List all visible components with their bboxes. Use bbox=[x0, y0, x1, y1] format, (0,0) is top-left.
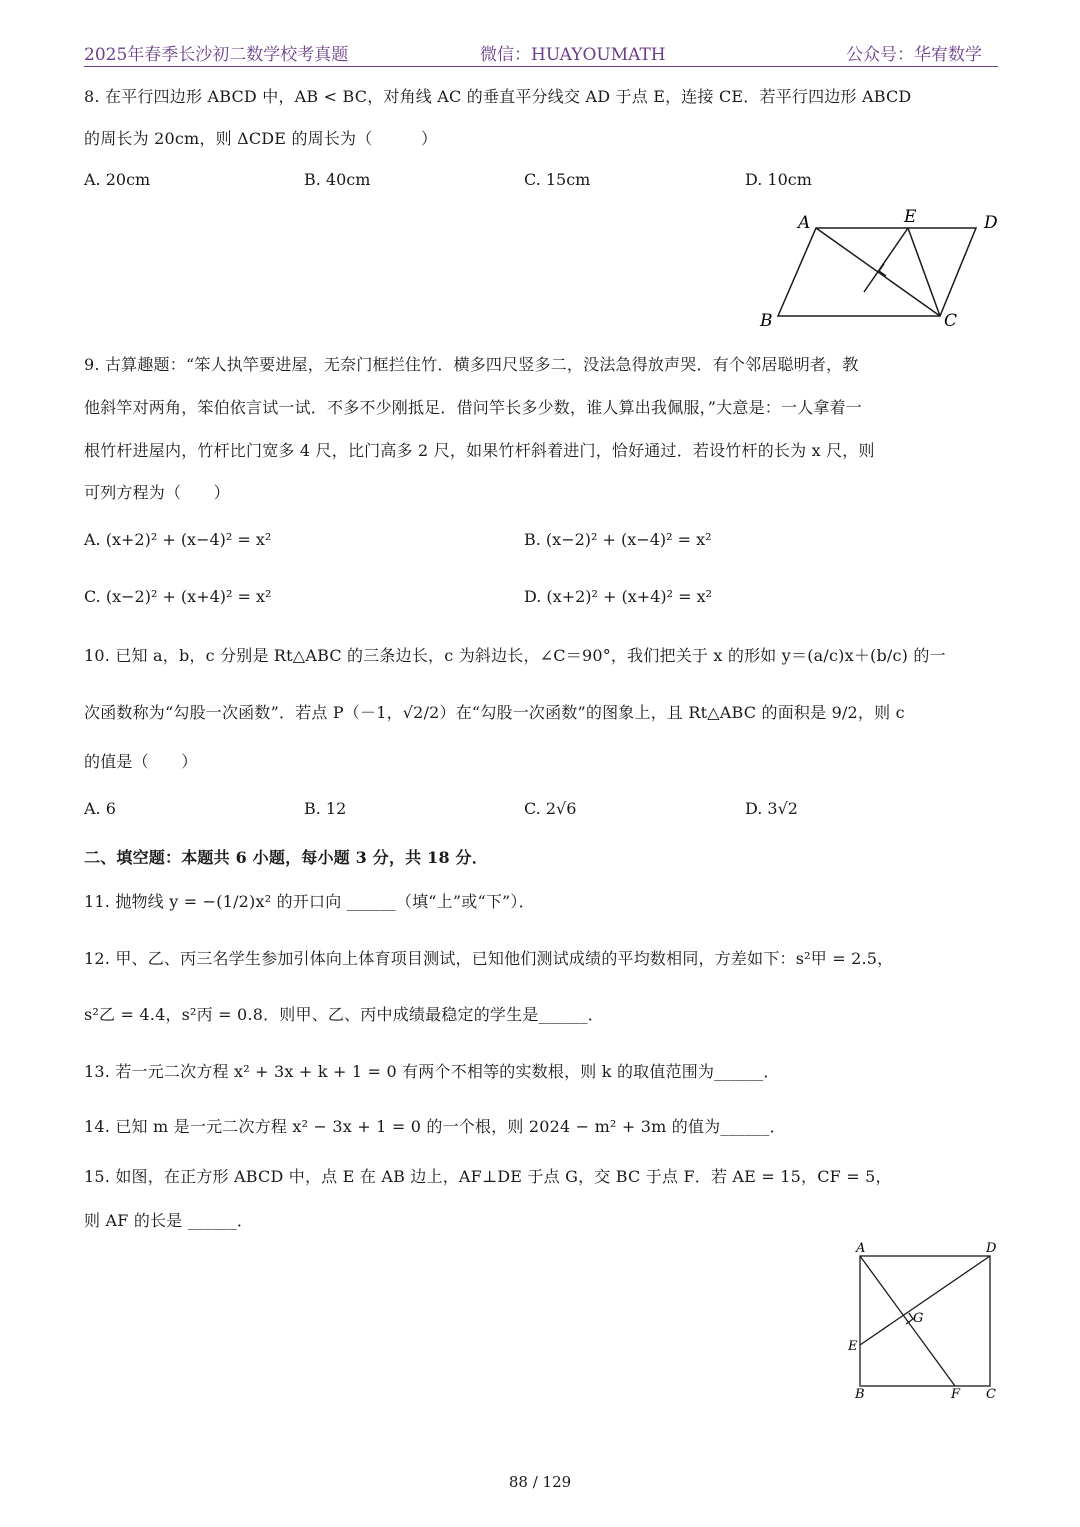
sq-label-e: E bbox=[848, 1339, 858, 1354]
sq-label-c: C bbox=[986, 1387, 996, 1402]
section-2-heading: 二、填空题：本题共 6 小题，每小题 3 分，共 18 分． bbox=[84, 848, 488, 867]
q8-option-a[interactable]: A. 20cm bbox=[84, 170, 151, 189]
label-a: A bbox=[798, 213, 811, 233]
q9-line4: 可列方程为（ ） bbox=[84, 483, 230, 502]
perpendicular-bisector bbox=[864, 228, 908, 292]
q10-line3: 的值是（ ） bbox=[84, 752, 198, 771]
q11-line: 11. 抛物线 y = −(1/2)x² 的开口向 ______（填“上”或“下”）． bbox=[84, 892, 535, 911]
q9-line2: 他斜竿对两角，笨伯依言试一试．不多不少刚抵足．借问竿长多少数，谁人算出我佩服，”大意是：一人拿着一 bbox=[84, 398, 862, 417]
q8-parallelogram-figure bbox=[750, 200, 1010, 340]
q8-option-b[interactable]: B. 40cm bbox=[304, 170, 371, 189]
q10-line2: 次函数称为“勾股一次函数”．若点 P（－1，√2/2）在“勾股一次函数”的图象上，且 Rt△ABC 的面积是 9/2，则 c bbox=[84, 703, 905, 722]
label-e: E bbox=[904, 207, 917, 227]
header-center: 微信：HUAYOUMATH bbox=[480, 45, 666, 65]
q15-line1: 15. 如图，在正方形 ABCD 中，点 E 在 AB 边上，AF⊥DE 于点 G，交 BC 于点 F．若 AE = 15，CF = 5， bbox=[84, 1167, 892, 1186]
sq-label-d: D bbox=[986, 1241, 997, 1256]
label-c: C bbox=[944, 311, 958, 331]
header-divider bbox=[84, 66, 998, 67]
q12-line2: s²乙 = 4.4，s²丙 = 0.8．则甲、乙、丙中成绩最稳定的学生是______． bbox=[84, 1005, 604, 1024]
q13-line: 13. 若一元二次方程 x² + 3x + k + 1 = 0 有两个不相等的实数根，则 k 的取值范围为______． bbox=[84, 1062, 780, 1081]
right-angle-mark-g bbox=[906, 1313, 913, 1324]
sq-label-f: F bbox=[951, 1387, 961, 1402]
q10-line1: 10. 已知 a，b，c 分别是 Rt△ABC 的三条边长，c 为斜边长，∠C＝90°，我们把关于 x 的形如 y＝(a/c)x＋(b/c) 的一 bbox=[84, 646, 946, 665]
square-abcd bbox=[860, 1256, 990, 1386]
segment-af bbox=[860, 1256, 955, 1386]
sq-label-g: G bbox=[913, 1311, 924, 1326]
sq-label-a: A bbox=[856, 1241, 866, 1256]
q9-option-c[interactable]: C. (x−2)² + (x+4)² = x² bbox=[84, 587, 272, 606]
header-right: 公众号：华宥数学 bbox=[846, 45, 982, 65]
q10-option-c[interactable]: C. 2√6 bbox=[524, 799, 577, 818]
q8-option-d[interactable]: D. 10cm bbox=[745, 170, 812, 189]
q8-option-c[interactable]: C. 15cm bbox=[524, 170, 591, 189]
header-left: 2025年春季长沙初二数学校考真题 bbox=[84, 45, 349, 65]
page-number: 88 / 129 bbox=[508, 1473, 572, 1491]
label-b: B bbox=[760, 311, 773, 331]
q8-line1: 8. 在平行四边形 ABCD 中，AB < BC，对角线 AC 的垂直平分线交 AD 于点 E，连接 CE．若平行四边形 ABCD bbox=[84, 87, 912, 106]
q9-option-d[interactable]: D. (x+2)² + (x+4)² = x² bbox=[524, 587, 713, 606]
q9-line1: 9. 古算趣题：“笨人执竿要进屋，无奈门框拦住竹．横多四尺竖多二，没法急得放声哭．有个邻居聪明者，教 bbox=[84, 355, 859, 374]
q9-option-a[interactable]: A. (x+2)² + (x−4)² = x² bbox=[84, 530, 272, 549]
q9-line3: 根竹杆进屋内，竹杆比门宽多 4 尺，比门高多 2 尺，如果竹杆斜着进门，恰好通过．若设竹杆的长为 x 尺，则 bbox=[84, 441, 875, 460]
q12-line1: 12. 甲、乙、丙三名学生参加引体向上体育项目测试，已知他们测试成绩的平均数相同，方差如下：s²甲 = 2.5， bbox=[84, 949, 894, 968]
segment-de bbox=[860, 1256, 990, 1345]
q9-option-b[interactable]: B. (x−2)² + (x−4)² = x² bbox=[524, 530, 712, 549]
segment-ce bbox=[908, 228, 940, 316]
q10-option-a[interactable]: A. 6 bbox=[84, 799, 116, 818]
q10-option-b[interactable]: B. 12 bbox=[304, 799, 347, 818]
q15-line2: 则 AF 的长是 ______． bbox=[84, 1211, 254, 1230]
sq-label-b: B bbox=[855, 1387, 865, 1402]
q8-line2: 的周长为 20cm，则 ΔCDE 的周长为（ ） bbox=[84, 129, 438, 148]
q15-square-figure bbox=[840, 1236, 1010, 1406]
label-d: D bbox=[984, 213, 998, 233]
q10-option-d[interactable]: D. 3√2 bbox=[745, 799, 798, 818]
q14-line: 14. 已知 m 是一元二次方程 x² − 3x + 1 = 0 的一个根，则 2024 − m² + 3m 的值为______． bbox=[84, 1117, 786, 1136]
